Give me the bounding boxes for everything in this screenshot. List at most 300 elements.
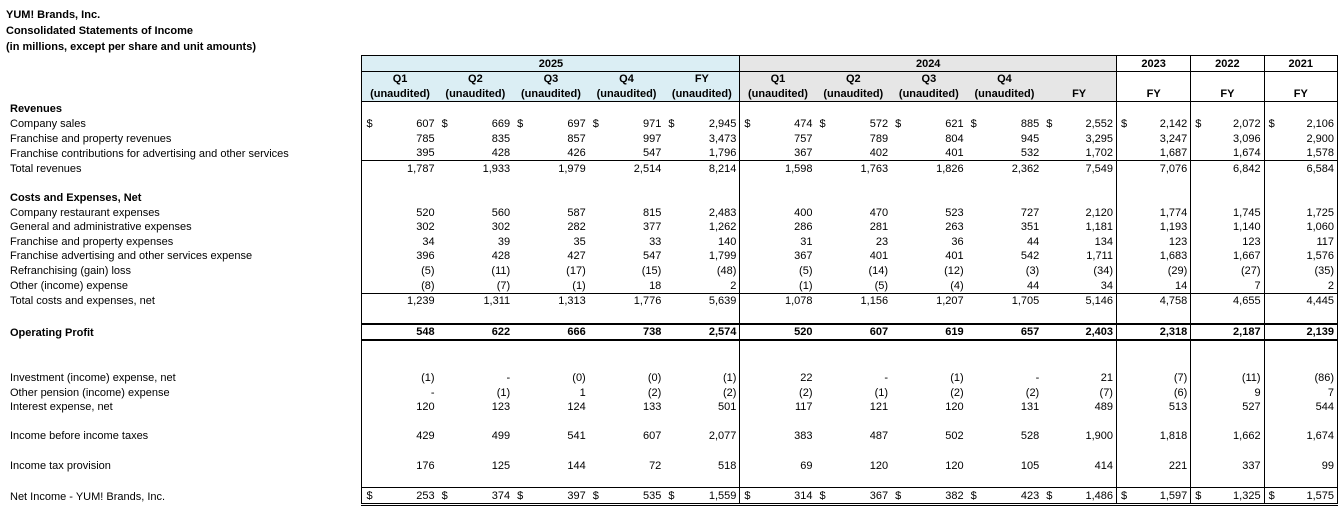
value-cell [816,429,892,444]
value-cell [362,293,438,308]
value-text: 401 [945,147,964,160]
value-text: 738 [642,326,662,339]
value-cell [1264,278,1337,293]
value-text: 414 [1094,459,1113,472]
value-text: 8,214 [708,162,737,175]
line-item-row [6,278,1338,293]
value-cell [1191,161,1264,176]
value-cell [967,293,1043,308]
value-cell [1264,324,1337,341]
value-text: 885 [1020,117,1040,130]
value-text: 502 [945,430,964,443]
value-text: 144 [567,459,586,472]
value-text: (48) [716,264,737,277]
value-cell [438,263,514,278]
value-cell [891,400,967,415]
line-item-row [6,234,1338,249]
value-text: 2,552 [1085,117,1113,130]
value-text: 302 [416,221,435,234]
value-cell [664,385,740,400]
value-text: (11) [491,264,511,277]
line-item-row [6,400,1338,415]
value-cell [967,220,1043,235]
spacer-row [6,473,1338,488]
value-cell [589,385,665,400]
value-cell [1116,249,1190,264]
value-text: (1) [799,279,813,292]
value-cell [1191,131,1264,146]
value-text: 523 [945,206,964,219]
value-text: 125 [491,459,511,472]
line-item-label: Net Income - YUM! Brands, Inc. [10,491,166,504]
value-text: (1) [496,386,511,399]
value-cell [438,370,514,385]
value-text: 429 [416,430,435,443]
value-cell [891,458,967,473]
quarter-header-row [6,71,1338,86]
value-text: 427 [567,250,586,263]
value-cell [438,278,514,293]
value-cell [1042,205,1116,220]
value-text: 2,072 [1233,117,1261,130]
value-cell [816,220,892,235]
value-text: 72 [649,459,662,472]
value-text: (1) [950,372,964,385]
value-text: 134 [1094,235,1113,248]
value-cell [1191,116,1264,131]
value-text: 1,193 [1159,221,1188,234]
currency-symbol: $ [441,117,448,130]
value-cell [362,205,438,220]
value-text: 401 [869,250,889,263]
currency-symbol: $ [819,489,826,502]
column-header-subtitle: (unaudited) [891,86,967,101]
value-cell [740,488,816,505]
value-cell [1042,263,1116,278]
value-cell [967,161,1043,176]
value-cell [1264,370,1337,385]
value-cell [362,161,438,176]
value-cell [1116,131,1190,146]
value-cell [1042,488,1116,505]
value-text: 835 [491,132,511,145]
value-cell [1191,146,1264,161]
value-text: 666 [567,326,586,339]
value-cell [1264,234,1337,249]
value-cell [362,116,438,131]
column-header-subtitle: (unaudited) [362,86,438,101]
value-cell [589,161,665,176]
value-cell [1264,249,1337,264]
value-text: 367 [794,250,813,263]
value-text: 426 [567,147,586,160]
value-text: 2,362 [1011,162,1040,175]
value-text: 7 [1254,279,1261,292]
value-cell [438,488,514,505]
value-cell [891,205,967,220]
audit-header-row [6,86,1338,101]
value-cell [438,293,514,308]
value-cell [816,458,892,473]
value-cell [967,278,1043,293]
line-item-row [6,161,1338,176]
value-cell [1116,400,1190,415]
value-text: - [430,386,435,399]
value-cell [891,234,967,249]
value-text: 428 [491,147,511,160]
value-text: 120 [869,459,889,472]
value-text: 607 [416,117,435,130]
column-header-subtitle: (unaudited) [589,86,665,101]
value-cell [740,458,816,473]
currency-symbol: $ [970,117,977,130]
value-text: - [506,372,511,385]
value-text: 2,574 [708,326,737,339]
value-text: 1,311 [483,295,511,308]
value-text: 221 [1168,459,1188,472]
value-cell [1264,488,1337,505]
value-cell [1042,385,1116,400]
value-cell [664,131,740,146]
value-text: 124 [567,401,586,414]
value-text: 2,187 [1233,326,1261,339]
value-text: 1,776 [633,295,662,308]
value-cell [1116,234,1190,249]
value-text: 140 [718,235,737,248]
value-text: 1,725 [1306,206,1334,219]
value-text: 314 [794,489,813,502]
line-item-label: Total revenues [10,162,82,175]
value-cell [891,161,967,176]
value-cell [1191,400,1264,415]
value-cell [513,220,589,235]
value-cell [1116,146,1190,161]
value-cell [1191,458,1264,473]
value-cell [967,249,1043,264]
value-cell [589,488,665,505]
column-header-subtitle: (unaudited) [438,86,514,101]
value-cell [589,249,665,264]
value-cell [513,370,589,385]
value-cell [664,249,740,264]
value-text: 6,842 [1233,162,1261,175]
value-cell [513,234,589,249]
value-cell [816,161,892,176]
value-text: 396 [416,250,435,263]
column-header-quarter: Q3 [891,71,967,86]
column-header-subtitle: (unaudited) [664,86,740,101]
value-cell [438,249,514,264]
value-cell [1116,220,1190,235]
company-name: YUM! Brands, Inc. [6,9,101,21]
value-text: 395 [416,147,435,160]
value-cell [740,249,816,264]
column-header-subtitle: FY [1042,86,1116,101]
line-item-label: Income tax provision [10,459,111,472]
line-item-row [6,116,1338,131]
value-cell [1264,205,1337,220]
value-text: 123 [491,401,511,414]
value-text: (7) [1099,386,1113,399]
value-cell [891,429,967,444]
value-text: 367 [794,147,813,160]
value-cell [740,400,816,415]
currency-symbol: $ [895,489,902,502]
value-text: 1,796 [708,147,737,160]
value-text: (27) [1241,264,1261,277]
value-text: 1,711 [1086,250,1113,263]
value-text: 2,077 [708,430,737,443]
value-text: 9 [1254,386,1261,399]
value-text: 1,774 [1159,206,1188,219]
value-cell [362,458,438,473]
value-text: 1,683 [1159,250,1188,263]
value-cell [1042,116,1116,131]
line-item-row [6,205,1338,220]
value-text: 1,818 [1159,430,1188,443]
value-cell [740,263,816,278]
value-cell [1191,293,1264,308]
value-text: 23 [875,235,889,248]
value-text: (17) [566,264,586,277]
currency-symbol: $ [1046,489,1053,502]
value-text: 857 [567,132,586,145]
value-text: (1) [722,372,737,385]
value-text: 402 [869,147,889,160]
value-cell [816,324,892,341]
section-label: Revenues [10,103,62,116]
value-cell [362,400,438,415]
line-item-row [6,458,1338,473]
value-text: 3,096 [1233,132,1261,145]
line-item-label: Other pension (income) expense [10,386,170,399]
column-header-quarter [1264,71,1337,86]
value-text: 351 [1020,221,1040,234]
value-text: 697 [567,117,586,130]
value-text: (15) [641,264,662,277]
value-text: 281 [869,221,889,234]
value-cell [513,429,589,444]
value-cell [1116,161,1190,176]
value-cell [664,370,740,385]
column-header-subtitle: FY [1264,86,1337,101]
value-text: 2,142 [1159,117,1188,130]
column-header-subtitle: (unaudited) [967,86,1043,101]
value-text: 14 [1175,279,1188,292]
value-text: 757 [794,132,813,145]
value-cell [664,324,740,341]
spacer-row [6,443,1338,458]
column-header-quarter: Q4 [967,71,1043,86]
value-cell [438,131,514,146]
value-cell [967,146,1043,161]
value-cell [740,293,816,308]
line-item-row [6,249,1338,264]
value-cell [1191,234,1264,249]
value-cell [513,458,589,473]
value-cell [1264,146,1337,161]
value-text: 1,705 [1011,295,1040,308]
currency-symbol: $ [895,117,902,130]
value-cell [891,370,967,385]
value-text: 22 [800,372,813,385]
value-text: - [1035,372,1040,385]
value-text: 547 [642,147,662,160]
value-text: 528 [1020,430,1040,443]
value-text: 18 [649,279,662,292]
value-cell [438,458,514,473]
year-header: 2025 [362,56,740,72]
column-header-quarter [1116,71,1190,86]
value-text: 1,745 [1233,206,1261,219]
value-cell [438,220,514,235]
value-cell [1191,205,1264,220]
value-cell [664,161,740,176]
value-text: 33 [649,235,662,248]
value-cell [1042,429,1116,444]
value-text: 1,787 [407,162,435,175]
value-text: (1) [572,279,586,292]
currency-symbol: $ [970,489,977,502]
value-text: 622 [491,326,511,339]
column-header-subtitle: (unaudited) [513,86,589,101]
value-cell [1042,234,1116,249]
value-text: 120 [945,401,964,414]
value-text: 1,979 [558,162,586,175]
value-cell [740,161,816,176]
value-text: 1,313 [558,295,586,308]
line-item-label: Franchise advertising and other services expense [10,250,253,263]
value-text: 286 [794,221,813,234]
value-text: (5) [421,264,435,277]
value-cell [891,488,967,505]
value-cell [1116,278,1190,293]
value-cell [1116,116,1190,131]
value-cell [664,293,740,308]
value-text: 1,239 [407,295,435,308]
value-text: 6,584 [1306,162,1334,175]
value-text: 383 [794,430,813,443]
value-cell [740,220,816,235]
value-text: 499 [491,430,511,443]
value-cell [1116,488,1190,505]
value-cell [664,263,740,278]
value-text: 44 [1026,279,1040,292]
value-text: 2,318 [1159,326,1188,339]
currency-symbol: $ [1195,117,1202,130]
value-cell [1191,220,1264,235]
value-cell [664,234,740,249]
value-text: 34 [1100,279,1113,292]
value-text: 1,597 [1159,489,1188,502]
line-item-label: Total costs and expenses, net [10,295,155,308]
value-text: (29) [1167,264,1188,277]
column-header-subtitle: FY [1116,86,1190,101]
line-item-row [6,293,1338,308]
value-text: 815 [642,206,662,219]
value-cell [891,220,967,235]
value-text: 669 [491,117,511,130]
value-cell [589,205,665,220]
year-header-row [6,56,1338,72]
value-text: 2,403 [1085,326,1113,339]
line-item-row [6,324,1338,341]
value-text: 99 [1321,459,1334,472]
value-text: 1,763 [860,162,889,175]
value-cell [1042,220,1116,235]
value-cell [438,205,514,220]
value-text: 560 [491,206,511,219]
value-text: 470 [869,206,889,219]
currency-symbol: $ [1046,117,1053,130]
value-cell [438,234,514,249]
value-text: 428 [491,250,511,263]
value-text: 532 [1020,147,1040,160]
value-text: 21 [1100,372,1113,385]
currency-symbol: $ [441,489,448,502]
value-text: 2,120 [1085,206,1113,219]
value-text: 1,207 [936,295,964,308]
value-text: 1,933 [482,162,511,175]
line-item-label: Interest expense, net [10,401,113,414]
currency-symbol: $ [1268,117,1275,130]
value-cell [891,249,967,264]
value-cell [362,249,438,264]
year-header: 2021 [1264,56,1337,72]
spacer-row [6,340,1338,356]
value-text: 117 [1316,235,1334,248]
line-item-row [6,220,1338,235]
value-text: 542 [1020,250,1040,263]
value-cell [589,278,665,293]
value-cell [1042,161,1116,176]
value-cell [1191,488,1264,505]
value-text: (2) [722,386,737,399]
currency-symbol: $ [668,117,675,130]
value-cell [740,116,816,131]
value-text: 1,181 [1085,221,1113,234]
value-cell [1191,278,1264,293]
currency-symbol: $ [366,489,373,502]
value-text: 2,139 [1306,326,1334,339]
value-text: 997 [642,132,662,145]
value-cell [589,263,665,278]
value-cell [589,293,665,308]
currency-symbol: $ [517,489,524,502]
value-cell [589,370,665,385]
value-cell [362,220,438,235]
value-text: (1) [421,372,435,385]
value-cell [513,249,589,264]
value-text: (11) [1241,372,1261,385]
spacer-row [6,176,1338,191]
value-cell [362,263,438,278]
value-text: 1,687 [1159,147,1188,160]
value-cell [589,116,665,131]
value-cell [740,278,816,293]
currency-symbol: $ [592,489,599,502]
value-cell [362,488,438,505]
line-item-label: Franchise and property revenues [10,132,172,145]
value-text: 2,900 [1306,132,1334,145]
statement-title: Consolidated Statements of Income [6,25,194,37]
value-cell [362,370,438,385]
value-text: 105 [1020,459,1040,472]
value-cell [1264,116,1337,131]
value-text: 34 [422,235,435,248]
value-cell [589,146,665,161]
value-text: 1,262 [708,221,737,234]
